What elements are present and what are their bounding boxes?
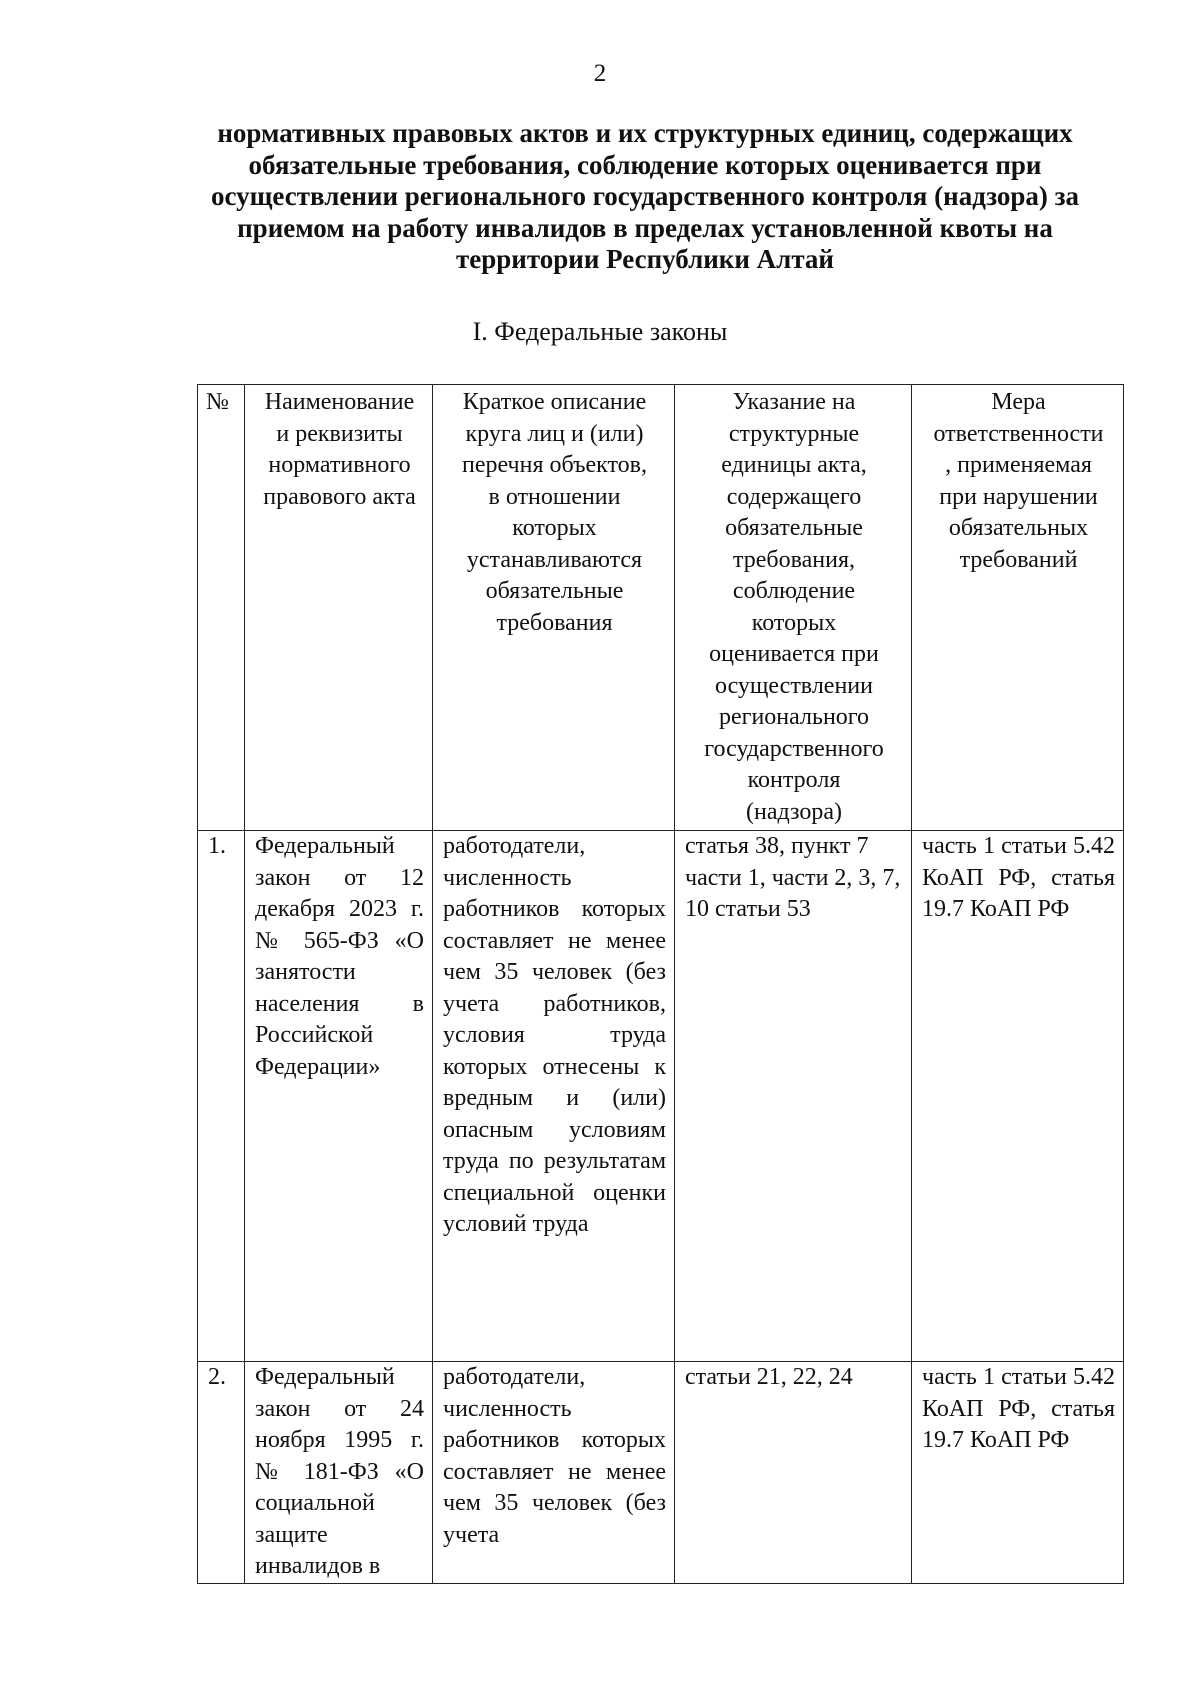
- structural-units-cell: статьи 21, 22, 24: [675, 1362, 912, 1584]
- row-number: 2.: [198, 1362, 245, 1584]
- header-number: №: [198, 385, 245, 831]
- persons-cell: работодатели, численность работников которых составляет не менее чем 35 человек (без учета работников, условия труда которых отнесены к вредным и (или) опасным условиям труда по результатам специальной оценки условий труда: [433, 831, 675, 1362]
- table-header-row: [198, 385, 1124, 831]
- title-line: приемом на работу инвалидов в пределах установленной квоты на: [237, 212, 1053, 243]
- liability-cell: часть 1 статьи 5.42 КоАП РФ, статья 19.7 КоАП РФ: [912, 831, 1124, 1362]
- document-title: [190, 118, 1100, 276]
- title-line: осуществлении регионального государственного контроля (надзора) за: [211, 181, 1079, 211]
- structural-units-cell: статья 38, пункт 7 части 1, части 2, 3, 7, 10 статьи 53: [675, 831, 912, 1362]
- header-persons: Краткое описание круга лиц и (или) перечня объектов, в отношении которых устанавливаются обязательные требования: [433, 385, 675, 831]
- header-structural-units: Указание на структурные единицы акта, содержащего обязательные требования, соблюдение которых оценивается при осуществлении регионального государственного контроля (надзора): [675, 385, 912, 831]
- row-number: 1.: [198, 831, 245, 1362]
- table-row: [198, 1362, 1124, 1584]
- legal-acts-table: [197, 384, 1124, 1584]
- title-line: территории Республики Алтай: [456, 244, 834, 274]
- section-heading: I. Федеральные законы: [472, 317, 728, 346]
- header-act-name: Наименование и реквизиты нормативного правового акта: [245, 385, 433, 831]
- page-number: 2: [593, 60, 607, 87]
- header-liability: Мера ответственности , применяемая при нарушении обязательных требований: [912, 385, 1124, 831]
- act-name-cell: Федеральный закон от 12 декабря 2023 г. № 565-ФЗ «О занятости населения в Российской Федерации»: [245, 831, 433, 1362]
- liability-cell: часть 1 статьи 5.42 КоАП РФ, статья 19.7 КоАП РФ: [912, 1362, 1124, 1584]
- title-line: нормативных правовых актов и их структурных единиц, содержащих: [217, 118, 1073, 148]
- title-line: обязательные требования, соблюдение которых оценивается при: [248, 149, 1042, 180]
- persons-cell: работодатели, численность работников которых составляет не менее чем 35 человек (без учета: [433, 1362, 675, 1584]
- table-row: [198, 831, 1124, 1362]
- act-name-cell: Федеральный закон от 24 ноября 1995 г. № 181-ФЗ «О социальной защите инвалидов в: [245, 1362, 433, 1584]
